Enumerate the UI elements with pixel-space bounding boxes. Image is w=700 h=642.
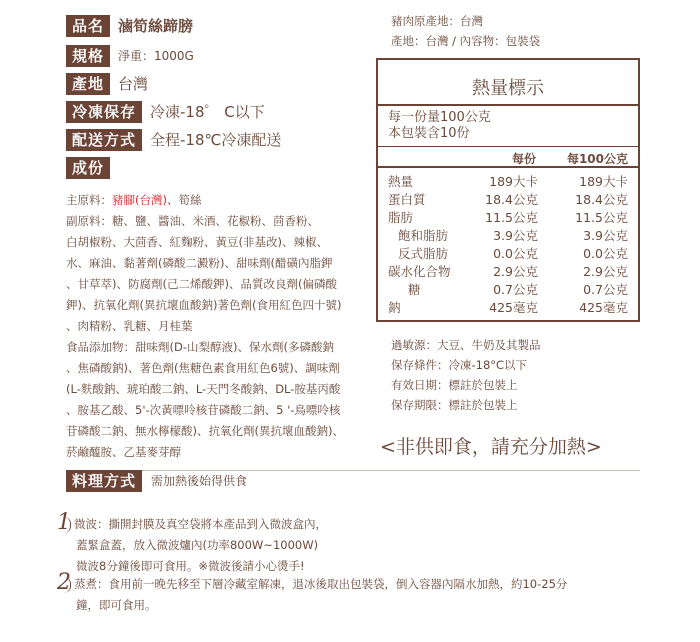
ingredient-line: 副原料：糖、鹽、醬油、米酒、花椒粉、茴香粉、 xyxy=(66,214,319,228)
nutrient-per-serving: 11.5公克 xyxy=(485,210,538,225)
nutrient-per-100g: 0.7公克 xyxy=(583,282,628,297)
nutrient-label: 糖 xyxy=(408,282,421,297)
step-1-line: 微波：撕開封膜及真空袋將本產品到入微波盒內， xyxy=(74,517,327,531)
ingredient-line: 、焦磷酸鈉)、著色劑(焦糖色素食用紅色6號)、調味劑 xyxy=(66,361,340,375)
expiry-date: 有效日期：標註於包裝上 xyxy=(391,378,518,392)
nutrition-row xyxy=(378,300,638,316)
step-1-number: 1 xyxy=(57,510,71,535)
nutrient-per-100g: 0.0公克 xyxy=(583,246,628,261)
frozen-tag: 冷凍保存 xyxy=(66,101,142,123)
step-2-text xyxy=(74,574,644,616)
nutrition-divider xyxy=(378,104,638,106)
nutrient-per-serving: 0.0公克 xyxy=(493,246,538,261)
origin-tag: 產地 xyxy=(66,73,110,95)
nutrition-box xyxy=(376,58,640,322)
nutrient-per-serving: 18.4公克 xyxy=(485,192,538,207)
nutrient-per-serving: 3.9公克 xyxy=(493,228,538,243)
nutrition-row xyxy=(378,246,638,262)
step-2-number: 2 xyxy=(57,570,71,595)
name-tag: 品名 xyxy=(66,15,110,37)
heating-notice: <非供即食，請充分加熱> xyxy=(380,436,602,458)
main-prefix: 主原料： xyxy=(66,193,112,207)
ingredient-line: 、胺基乙酸、5'-次黃嘌呤核苷磷酸二鈉、5 '-鳥嘌呤核 xyxy=(66,403,341,417)
servings-count: 本包裝含10份 xyxy=(388,126,470,141)
delivery-value: 全程-18℃冷凍配送 xyxy=(150,131,282,149)
main-red: 豬腳(台灣) xyxy=(112,193,167,207)
nutrition-row xyxy=(378,210,638,226)
ingredient-line: 水、麻油、黏著劑(磷酸二澱粉)、甜味劑(醋磺內脂鉀 xyxy=(66,256,333,270)
spec-tag: 規格 xyxy=(66,45,110,67)
product-name: 滷筍絲蹄膀 xyxy=(118,17,194,35)
nutrient-per-serving: 2.9公克 xyxy=(493,264,538,279)
nutrient-per-100g: 189大卡 xyxy=(579,174,628,189)
step-2-line: 蒸煮：食用前一晚先移至下層冷藏室解凍，退冰後取出包裝袋，倒入容器內隔水加熱，約10-25分 xyxy=(74,577,568,591)
ingredient-line: 白胡椒粉、大茴香、紅麴粉、黃豆(非基改)、辣椒、 xyxy=(66,235,328,249)
origin-content: 產地：台灣 / 內容物：包裝袋 xyxy=(391,34,541,48)
delivery-tag: 配送方式 xyxy=(66,129,142,151)
ingredient-line: 、甘草萃)、防腐劑(己二烯酸鉀)、品質改良劑(偏磷酸 xyxy=(66,277,337,291)
nutrient-label: 反式脂肪 xyxy=(398,246,449,261)
nutrition-row xyxy=(378,228,638,244)
ingredient-line: 食品添加物：甜味劑(D-山梨醇液)、保水劑(多磷酸鈉 xyxy=(66,340,334,354)
allergen-info: 過敏源：大豆、牛奶及其製品 xyxy=(391,338,541,352)
ingredients-text xyxy=(66,190,382,463)
nutrient-per-100g: 11.5公克 xyxy=(575,210,628,225)
nutrition-divider xyxy=(378,146,638,147)
nutrition-title: 熱量標示 xyxy=(472,78,544,99)
ingredient-line: 菸鹼醯胺、乙基麥芽醇 xyxy=(66,445,181,459)
nutrient-per-serving: 189大卡 xyxy=(489,174,538,189)
nutrient-label: 鈉 xyxy=(388,300,401,315)
storage-condition: 保存條件：冷凍-18°C以下 xyxy=(391,358,528,372)
step-1-line: 微波8分鐘後即可食用。※微波後請小心燙手! xyxy=(76,559,305,573)
ingredient-line: (L-麩酸鈉、琥珀酸二鈉、L-天門冬酸鈉、DL-胺基丙酸 xyxy=(66,382,341,396)
serving-size: 每一份量100公克 xyxy=(388,110,491,125)
nutrient-label: 蛋白質 xyxy=(388,192,426,207)
cooking-note: 需加熱後始得供食 xyxy=(151,474,248,488)
nutrient-per-100g: 18.4公克 xyxy=(575,192,628,207)
origin-value: 台灣 xyxy=(118,75,149,93)
ingredients-tag: 成份 xyxy=(66,157,110,179)
nutrition-row xyxy=(378,192,638,208)
nutrition-row xyxy=(378,282,638,298)
cooking-tag: 料理方式 xyxy=(66,470,142,492)
nutrient-per-100g: 3.9公克 xyxy=(583,228,628,243)
main-ingredients xyxy=(66,190,382,211)
nutrient-label: 脂肪 xyxy=(388,210,414,225)
main-rest: 、筍絲 xyxy=(166,193,202,207)
ingredient-line: 苷磷酸二鈉、無水檸檬酸)、抗氧化劑(異抗壞血酸鈉)、 xyxy=(66,424,344,438)
nutrition-divider xyxy=(378,166,638,168)
nutrient-label: 飽和脂肪 xyxy=(398,228,449,243)
col-per-100g: 每100公克 xyxy=(566,152,628,166)
shelf-life: 保存期限：標註於包裝上 xyxy=(391,398,518,412)
nutrition-row xyxy=(378,174,638,190)
nutrient-label: 碳水化合物 xyxy=(388,264,451,279)
spec-value: 淨重：1000G xyxy=(118,49,194,63)
nutrition-row xyxy=(378,264,638,280)
step-1-line: 蓋緊盒蓋，放入微波爐內(功率800W~1000W) xyxy=(76,538,319,552)
nutrient-per-100g: 425毫克 xyxy=(579,300,628,315)
nutrient-per-100g: 2.9公克 xyxy=(583,264,628,279)
nutrient-per-serving: 425毫克 xyxy=(489,300,538,315)
pork-origin: 豬肉原產地：台灣 xyxy=(391,14,483,28)
col-per-serving: 每份 xyxy=(511,152,536,166)
step-1-text xyxy=(74,514,327,577)
ingredient-line: 、肉精粉、乳糖、月桂葉 xyxy=(66,319,193,333)
frozen-value: 冷凍-18゜ C以下 xyxy=(150,103,265,121)
nutrient-per-serving: 0.7公克 xyxy=(493,282,538,297)
step-2-line: 鐘，即可食用。 xyxy=(76,598,157,612)
nutrient-label: 熱量 xyxy=(388,174,414,189)
ingredient-line: 鉀)、抗氧化劑(異抗壞血酸鈉)著色劑(食用紅色四十號) xyxy=(66,298,342,312)
